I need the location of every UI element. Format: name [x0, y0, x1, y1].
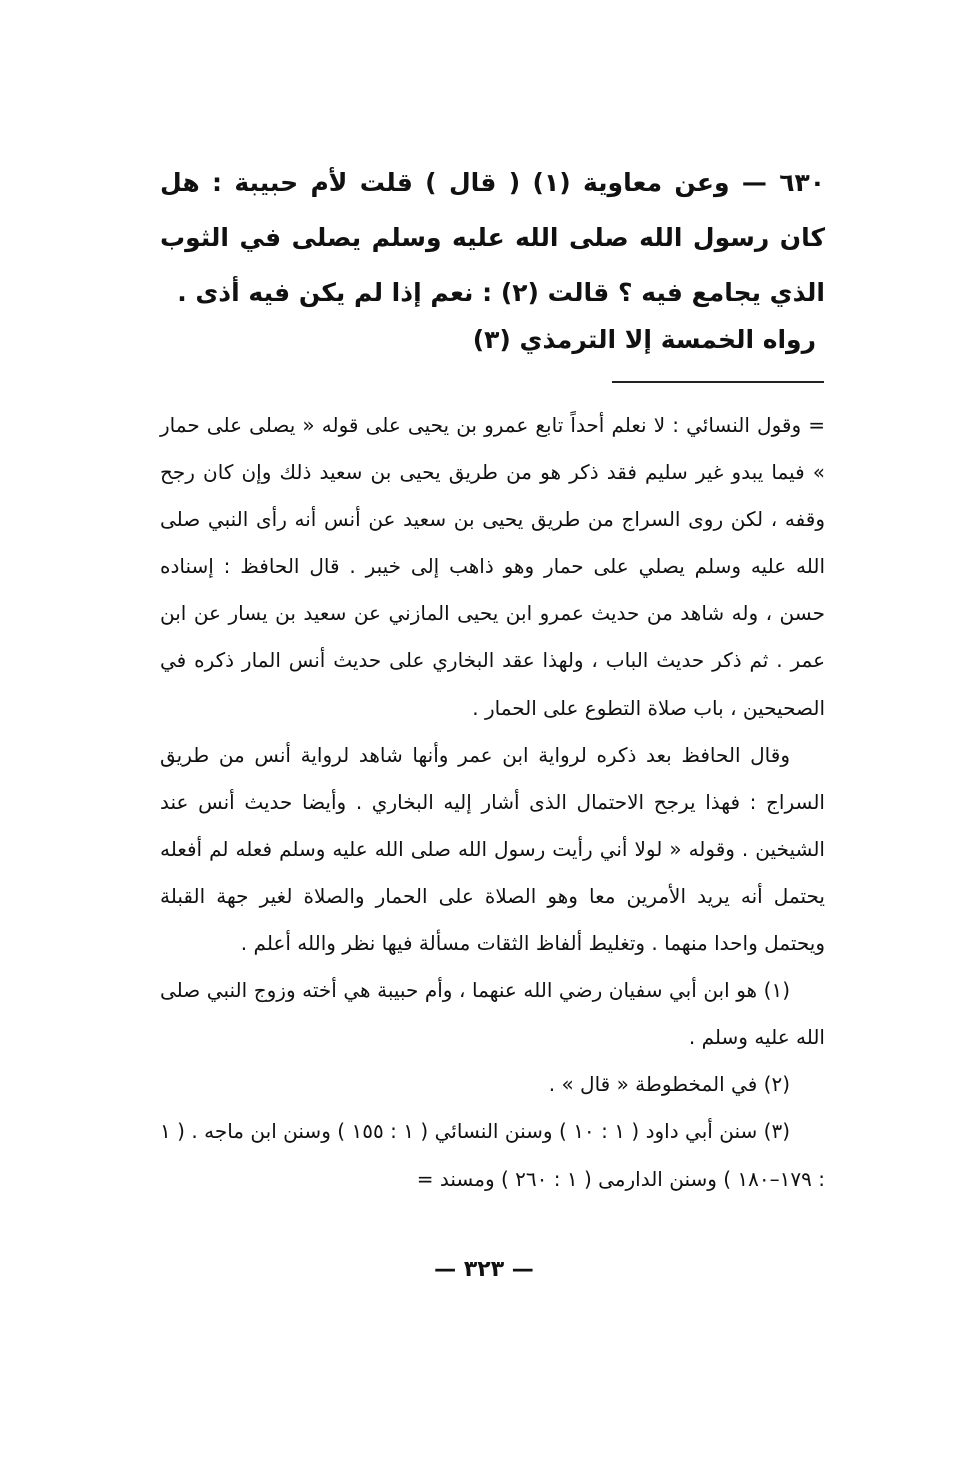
page-number: — ٣٢٣ — — [434, 1257, 534, 1282]
footnote-continuation-paragraph: وقال الحافظ بعد ذكره لرواية ابن عمر وأنها شاهد لرواية أنس من طريق السراج : فهذا يرجح الاحتمال الذى أشار إليه البخاري . وأيضا حديث أنس عند الشيخين . وقوله « لولا أني رأيت رسول الله صلى الله عليه وسلم فعله لم أفعله يحتمل أنه يريد الأمرين معا وهو الصلاة على الحمار والصلاة لغير جهة القبلة ويحتمل واحدا منهما . وتغليط ألفاظ الثقات مسألة فيها نظر والله أعلم . — [160, 742, 825, 956]
footnote-3: (٣) سنن أبي داود ( ١ : ١٠ ) وسنن النسائي ( ١ : ١٥٥ ) وسنن ابن ماجه . ( ١ : ١٧٩–١٨٠ ) وسنن الدارمى ( ١ : ٢٦٠ ) ومسند = — [160, 1119, 825, 1191]
hadith-block — [160, 155, 825, 320]
footnote-separator — [612, 381, 824, 383]
footnote-continuation: = وقول النسائي : لا نعلم أحداً تابع عمرو بن يحيى على قوله « يصلى على حمار » فيما يبدو غير سليم فقد ذكر هو من طريق يحيى بن سعيد ذلك وإن كان رجح وقفه ، لكن روى السراج من طريق يحيى بن سعيد عن أنس أنه رأى النبي صلى الله عليه وسلم يصلي على حمار وهو ذاهب إلى خيبر . قال الحافظ : إسناده حسن ، وله شاهد من حديث عمرو ابن يحيى المازني عن سعيد بن يسار عن ابن عمر . ثم ذكر حديث الباب ، ولهذا عقد البخاري على حديث أنس المار ذكره في الصحيحين ، باب صلاة التطوع على الحمار . — [160, 413, 825, 720]
footnote-2: (٢) في المخطوطة « قال » . — [548, 1072, 790, 1097]
footnotes-block — [160, 402, 825, 1203]
hadith-text: ٦٣٠ — وعن معاوية (١) ( قال ) قلت لأم حبيبة : هل كان رسول الله صلى الله عليه وسلم يصلى في الثوب الذي يجامع فيه ؟ قالت (٢) : نعم إذا لم يكن فيه أذى . — [160, 168, 826, 307]
footnote-1: (١) هو ابن أبي سفيان رضي الله عنهما ، وأم حبيبة هي أخته وزوج النبي صلى الله عليه وسلم . — [160, 978, 825, 1050]
hadith-source: رواه الخمسة إلا الترمذي (٣) — [472, 325, 816, 354]
